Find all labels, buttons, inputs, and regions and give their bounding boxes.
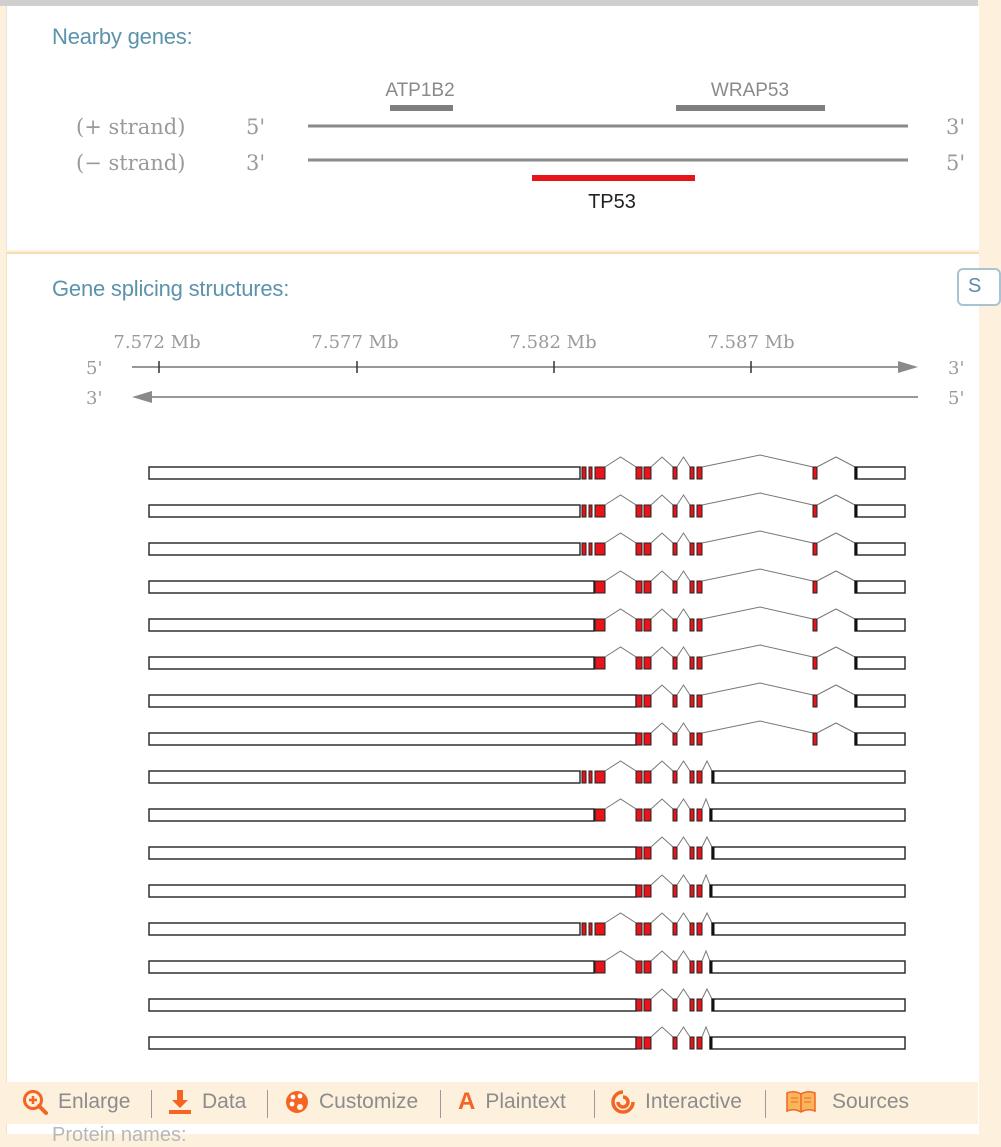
utr-exon xyxy=(712,771,905,783)
letter-a-icon: A xyxy=(458,1088,476,1115)
coding-exon xyxy=(690,657,694,669)
intron-line xyxy=(651,723,673,733)
coding-exon xyxy=(644,1037,651,1049)
coding-exon xyxy=(582,543,586,555)
coding-exon xyxy=(697,695,702,707)
coding-exon xyxy=(697,467,702,479)
coding-exon xyxy=(673,809,677,821)
coding-exon xyxy=(673,733,677,745)
utr-exon xyxy=(855,657,905,669)
intron-line xyxy=(651,533,673,543)
axis-tick-label: 7.577 Mb xyxy=(311,332,399,353)
intron-line xyxy=(677,951,690,961)
coding-exon xyxy=(673,923,677,935)
coding-exon xyxy=(690,695,694,707)
utr-exon xyxy=(710,809,905,821)
plus-strand-right-end: 3' xyxy=(946,115,966,139)
coding-exon xyxy=(644,999,651,1011)
intron-line xyxy=(702,761,712,771)
sources-button[interactable] xyxy=(786,1086,909,1118)
coding-exon xyxy=(673,467,677,479)
coding-exon xyxy=(673,961,677,973)
coding-exon xyxy=(690,771,694,783)
coding-exon xyxy=(644,961,651,973)
intron-line xyxy=(677,875,690,885)
intron-line xyxy=(702,531,813,543)
coding-exon xyxy=(644,505,651,517)
coding-exon xyxy=(673,581,677,593)
coding-exon xyxy=(589,923,592,935)
intron-line xyxy=(677,533,690,543)
coding-exon xyxy=(636,809,642,821)
coding-exon xyxy=(636,961,642,973)
coding-exon xyxy=(636,999,642,1011)
coding-exon xyxy=(690,847,694,859)
coding-exon xyxy=(673,505,677,517)
coding-exon xyxy=(644,543,651,555)
coding-exon xyxy=(813,695,817,707)
intron-line xyxy=(817,723,855,733)
magnifier-plus-icon xyxy=(22,1089,48,1115)
toolbar-separator xyxy=(765,1090,766,1118)
utr-exon xyxy=(149,619,594,631)
intron-line xyxy=(702,569,813,581)
utr-exon xyxy=(149,961,594,973)
utr-exon xyxy=(149,999,636,1011)
coding-exon xyxy=(690,505,694,517)
coding-exon xyxy=(690,467,694,479)
intron-line xyxy=(677,837,690,847)
intron-line xyxy=(605,799,636,809)
coding-exon xyxy=(697,923,702,935)
intron-line xyxy=(651,647,673,657)
coding-exon xyxy=(673,619,677,631)
coding-exon xyxy=(697,581,702,593)
swirl-icon xyxy=(611,1089,635,1115)
coding-exon xyxy=(690,581,694,593)
toolbar-separator xyxy=(594,1090,595,1118)
intron-line xyxy=(651,1027,673,1037)
coding-exon xyxy=(644,695,651,707)
coding-exon xyxy=(644,733,651,745)
utr-exon xyxy=(855,581,905,593)
plaintext-button[interactable] xyxy=(458,1086,566,1118)
coding-exon xyxy=(690,923,694,935)
interactive-label: Interactive xyxy=(645,1090,742,1113)
coding-exon xyxy=(673,1037,677,1049)
coding-exon xyxy=(697,619,702,631)
enlarge-button[interactable] xyxy=(22,1086,130,1118)
coding-exon xyxy=(673,771,677,783)
coding-exon xyxy=(595,809,605,821)
coding-exon xyxy=(697,885,702,897)
intron-line xyxy=(651,799,673,809)
utr-exon xyxy=(855,619,905,631)
plaintext-label: Plaintext xyxy=(485,1090,566,1113)
coding-exon xyxy=(595,657,605,669)
coding-exon xyxy=(697,733,702,745)
intron-line xyxy=(702,1027,710,1037)
coding-exon xyxy=(636,543,642,555)
coding-exon xyxy=(673,847,677,859)
utr-exon xyxy=(710,885,905,897)
intron-line xyxy=(605,913,636,923)
data-label: Data xyxy=(202,1090,247,1113)
intron-line xyxy=(677,457,690,467)
utr-exon xyxy=(855,695,905,707)
transcript-list xyxy=(149,455,905,1049)
coding-exon xyxy=(813,619,817,631)
axis-forward-arrow xyxy=(898,361,918,373)
intron-line xyxy=(651,989,673,999)
coding-exon xyxy=(690,619,694,631)
coding-exon xyxy=(636,733,642,745)
coding-exon xyxy=(673,695,677,707)
coding-exon xyxy=(673,999,677,1011)
intron-line xyxy=(677,571,690,581)
axis-tick-label: 7.587 Mb xyxy=(707,332,795,353)
intron-line xyxy=(702,607,813,619)
coding-exon xyxy=(644,581,651,593)
intron-line xyxy=(605,457,636,467)
coding-exon xyxy=(697,999,702,1011)
utr-exon xyxy=(710,961,905,973)
coding-exon xyxy=(636,505,642,517)
utr-exon xyxy=(149,771,580,783)
axis-forward-right-end: 3' xyxy=(948,358,965,379)
open-book-icon xyxy=(786,1090,816,1114)
intron-line xyxy=(702,721,813,733)
coding-exon xyxy=(813,543,817,555)
coding-exon xyxy=(813,581,817,593)
coding-exon xyxy=(595,505,605,517)
intron-line xyxy=(677,647,690,657)
utr-exon xyxy=(149,885,636,897)
utr-exon xyxy=(149,581,594,593)
intron-line xyxy=(702,455,813,467)
intron-line xyxy=(702,645,813,657)
intron-line xyxy=(651,913,673,923)
intron-line xyxy=(677,723,690,733)
coding-exon xyxy=(636,885,642,897)
intron-line xyxy=(817,685,855,695)
coding-exon xyxy=(673,657,677,669)
intron-line xyxy=(702,493,813,505)
utr-exon xyxy=(712,923,905,935)
intron-line xyxy=(651,761,673,771)
utr-exon xyxy=(149,1037,636,1049)
nearby-genes-title: Nearby genes: xyxy=(52,24,193,49)
intron-line xyxy=(817,571,855,581)
intron-line xyxy=(605,647,636,657)
intron-line xyxy=(677,495,690,505)
toolbar-separator xyxy=(151,1090,152,1118)
intron-line xyxy=(651,685,673,695)
intron-line xyxy=(677,913,690,923)
intron-line xyxy=(651,875,673,885)
coding-exon xyxy=(589,505,592,517)
gene-label-tp53[interactable]: TP53 xyxy=(588,191,636,213)
intron-line xyxy=(651,495,673,505)
axis-reverse-arrow xyxy=(132,391,152,403)
coding-exon xyxy=(589,543,592,555)
coding-exon xyxy=(595,581,605,593)
enlarge-label: Enlarge xyxy=(58,1090,131,1113)
coding-exon xyxy=(697,809,702,821)
intron-line xyxy=(605,533,636,543)
utr-exon xyxy=(149,809,594,821)
intron-line xyxy=(605,951,636,961)
intron-line xyxy=(605,609,636,619)
utr-exon xyxy=(712,847,905,859)
minus-strand-label: (− strand) xyxy=(76,151,186,175)
toolbar-separator xyxy=(440,1090,441,1118)
utr-exon xyxy=(855,733,905,745)
axis-reverse-right-end: 5' xyxy=(948,388,965,409)
intron-line xyxy=(651,571,673,581)
intron-line xyxy=(651,837,673,847)
coding-exon xyxy=(636,619,642,631)
coding-exon xyxy=(813,733,817,745)
sources-label: Sources xyxy=(832,1090,910,1113)
download-icon xyxy=(168,1089,192,1115)
intron-line xyxy=(605,571,636,581)
coding-exon xyxy=(644,885,651,897)
axis-forward-left-end: 5' xyxy=(86,358,103,379)
minus-strand-right-end: 5' xyxy=(946,151,966,175)
coding-exon xyxy=(595,961,605,973)
coding-exon xyxy=(595,923,605,935)
utr-exon xyxy=(149,695,636,707)
toolbar-separator xyxy=(267,1090,268,1118)
coding-exon xyxy=(644,847,651,859)
axis-tick-label: 7.582 Mb xyxy=(509,332,597,353)
utr-exon xyxy=(855,543,905,555)
intron-line xyxy=(702,837,712,847)
interactive-button[interactable] xyxy=(611,1086,742,1118)
coding-exon xyxy=(697,771,702,783)
coding-exon xyxy=(813,467,817,479)
coding-exon xyxy=(636,771,642,783)
coding-exon xyxy=(690,961,694,973)
utr-exon xyxy=(855,467,905,479)
coding-exon xyxy=(697,505,702,517)
utr-exon xyxy=(855,505,905,517)
coding-exon xyxy=(690,543,694,555)
next-section-heading: Protein names: xyxy=(52,1124,187,1146)
axis-reverse-left-end: 3' xyxy=(86,388,103,409)
utr-exon xyxy=(149,923,580,935)
plus-strand-left-end: 5' xyxy=(246,115,266,139)
coding-exon xyxy=(636,695,642,707)
coding-exon xyxy=(690,809,694,821)
intron-line xyxy=(817,609,855,619)
intron-line xyxy=(677,685,690,695)
coding-exon xyxy=(690,733,694,745)
figure-toolbar xyxy=(0,1082,978,1124)
coding-exon xyxy=(636,581,642,593)
gene-label-atp1b2[interactable]: ATP1B2 xyxy=(385,80,455,101)
intron-line xyxy=(651,457,673,467)
intron-line xyxy=(702,875,710,885)
coding-exon xyxy=(589,467,592,479)
coding-exon xyxy=(690,1037,694,1049)
intron-line xyxy=(651,951,673,961)
plus-strand-label: (+ strand) xyxy=(76,115,186,139)
intron-line xyxy=(702,913,712,923)
intron-line xyxy=(677,761,690,771)
coding-exon xyxy=(697,847,702,859)
coding-exon xyxy=(644,467,651,479)
utr-exon xyxy=(712,999,905,1011)
intron-line xyxy=(702,799,710,809)
intron-line xyxy=(817,495,855,505)
intron-line xyxy=(677,989,690,999)
coding-exon xyxy=(636,467,642,479)
utr-exon xyxy=(710,1037,905,1049)
utr-exon xyxy=(149,467,580,479)
minus-strand-left-end: 3' xyxy=(246,151,266,175)
coding-exon xyxy=(673,543,677,555)
coding-exon xyxy=(595,771,605,783)
coding-exon xyxy=(644,657,651,669)
coding-exon xyxy=(582,505,586,517)
intron-line xyxy=(605,495,636,505)
coding-exon xyxy=(813,657,817,669)
data-button[interactable] xyxy=(168,1086,246,1118)
coding-exon xyxy=(595,543,605,555)
corner-button-label: S xyxy=(968,275,982,297)
coding-exon xyxy=(644,809,651,821)
utr-exon xyxy=(149,657,594,669)
intron-line xyxy=(677,609,690,619)
utr-exon xyxy=(149,505,580,517)
coding-exon xyxy=(690,885,694,897)
coding-exon xyxy=(673,885,677,897)
coding-exon xyxy=(644,923,651,935)
intron-line xyxy=(817,533,855,543)
coding-exon xyxy=(636,847,642,859)
coding-exon xyxy=(697,1037,702,1049)
intron-line xyxy=(817,647,855,657)
intron-line xyxy=(677,1027,690,1037)
coding-exon xyxy=(690,999,694,1011)
coding-exon xyxy=(697,543,702,555)
coding-exon xyxy=(582,467,586,479)
coding-exon xyxy=(697,657,702,669)
intron-line xyxy=(817,457,855,467)
utr-exon xyxy=(149,733,636,745)
coding-exon xyxy=(595,467,605,479)
customize-label: Customize xyxy=(319,1090,419,1113)
coding-exon xyxy=(636,923,642,935)
gene-label-wrap53[interactable]: WRAP53 xyxy=(710,80,790,101)
coding-exon xyxy=(595,619,605,631)
utr-exon xyxy=(149,847,636,859)
coding-exon xyxy=(636,1037,642,1049)
intron-line xyxy=(702,989,712,999)
coding-exon xyxy=(697,961,702,973)
coding-exon xyxy=(636,657,642,669)
intron-line xyxy=(702,683,813,695)
intron-line xyxy=(651,609,673,619)
intron-line xyxy=(702,951,710,961)
coding-exon xyxy=(813,505,817,517)
customize-button[interactable] xyxy=(285,1086,418,1118)
axis-tick-label: 7.572 Mb xyxy=(113,332,201,353)
palette-icon xyxy=(285,1089,309,1115)
coding-exon xyxy=(644,619,651,631)
coding-exon xyxy=(589,771,592,783)
coding-exon xyxy=(582,771,586,783)
intron-line xyxy=(677,799,690,809)
coding-exon xyxy=(644,771,651,783)
coding-exon xyxy=(582,923,586,935)
utr-exon xyxy=(149,543,580,555)
intron-line xyxy=(605,761,636,771)
splicing-title: Gene splicing structures: xyxy=(52,276,290,301)
